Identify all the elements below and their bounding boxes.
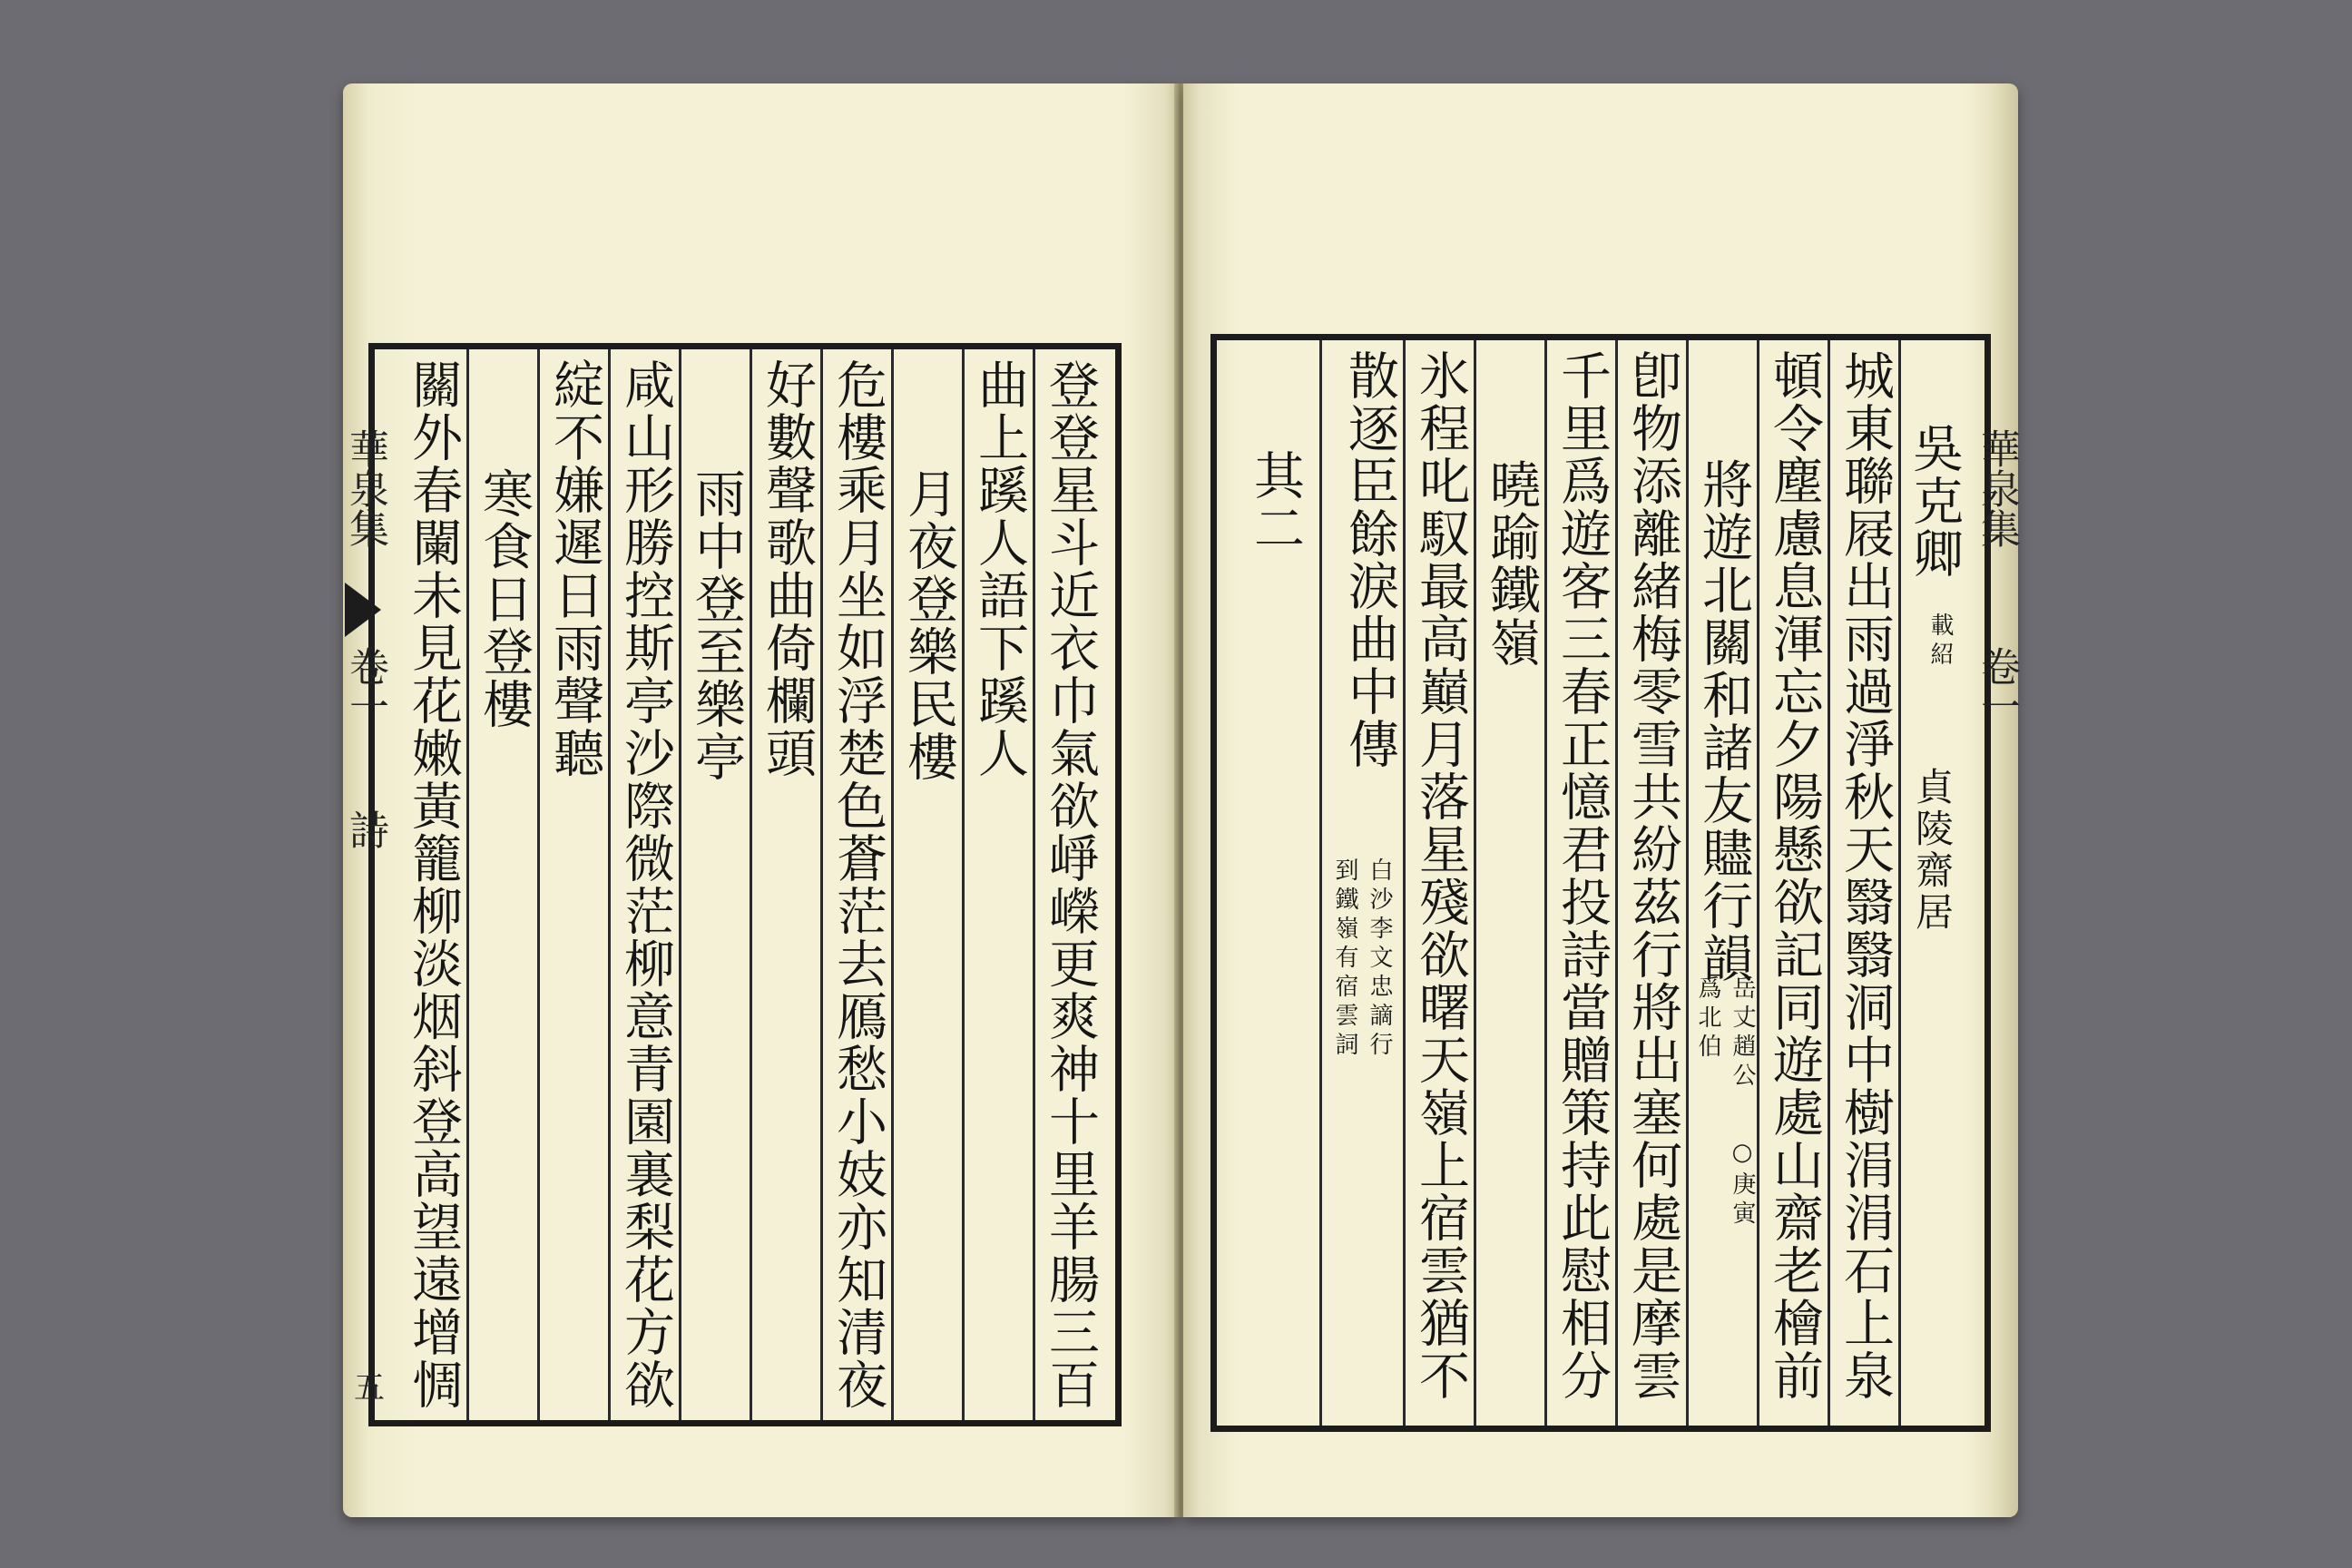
- text-column: 綻不嫌遲日雨聲聽: [545, 358, 604, 779]
- column-rule: [1898, 340, 1901, 1426]
- column-rule: [1686, 340, 1689, 1426]
- author-note: 載紹: [1926, 612, 1954, 671]
- column-rule: [1757, 340, 1759, 1426]
- poem-note: 白沙李文忠謫行: [1366, 858, 1393, 1061]
- text-column: 咸山形勝控斯亭沙際微茫柳意青園裏梨花方欲: [616, 358, 675, 1411]
- margin-section: 詩: [342, 809, 388, 849]
- poem-title: 其二: [1246, 449, 1305, 554]
- column-rule: [537, 349, 540, 1420]
- text-column: 好數聲歌曲倚欄頭: [758, 358, 817, 779]
- fishtail-mark: [345, 583, 381, 637]
- text-column: 卽物添離緒梅零雪共紛茲行將出塞何處是摩雲: [1623, 349, 1682, 1402]
- text-column: 危樓乘月坐如浮楚色蒼茫去鴈愁小妓亦知清夜: [828, 358, 887, 1411]
- column-rule: [1615, 340, 1618, 1426]
- column-rule: [962, 349, 965, 1420]
- poem-note: 岳丈趙公: [1729, 975, 1756, 1092]
- text-column: 頓令塵慮息渾忘夕陽懸欲記同遊處山齋老檜前: [1765, 349, 1824, 1402]
- poem-note: 爲北伯: [1694, 975, 1721, 1063]
- poem-title: 雨中登至樂亭: [687, 467, 746, 783]
- text-column: 氷程叱馭最高巔月落星殘欲曙天嶺上宿雲猶不: [1411, 349, 1470, 1402]
- margin-volume: 卷一: [1974, 646, 2020, 726]
- text-column: 千里爲遊客三春正憶君投詩當贈策持此慰相分: [1553, 349, 1612, 1402]
- poem-note: 到鐵嶺有宿雲詞: [1331, 858, 1358, 1061]
- column-rule: [1403, 340, 1406, 1426]
- author-studio: 貞陵齋居: [1910, 767, 1955, 934]
- right-page-frame: [1210, 334, 1991, 1432]
- column-rule: [891, 349, 894, 1420]
- column-rule: [1828, 340, 1830, 1426]
- poem-title: 將遊北關和諸友贐行韻: [1694, 458, 1753, 985]
- right-page: [1183, 83, 2018, 1517]
- column-rule: [1474, 340, 1476, 1426]
- column-rule: [1544, 340, 1547, 1426]
- text-column: 散逐臣餘淚曲中傳: [1340, 349, 1399, 770]
- column-rule: [750, 349, 752, 1420]
- margin-book-title: 華泉集: [1974, 428, 2020, 548]
- poem-title: 月夜登樂民樓: [899, 467, 958, 783]
- margin-book-title: 華泉集: [342, 428, 388, 548]
- column-rule: [1033, 349, 1035, 1420]
- left-page: [343, 83, 1178, 1517]
- poem-note: ○庚寅: [1729, 1139, 1756, 1230]
- author-name: 吳克卿: [1905, 422, 1964, 580]
- open-book: [343, 83, 2018, 1517]
- column-rule: [820, 349, 823, 1420]
- poem-title: 寒食日登樓: [475, 467, 534, 730]
- column-rule: [679, 349, 681, 1420]
- column-rule: [1319, 340, 1322, 1426]
- text-column: 城東聯屐出雨過淨秋天翳翳洞中樹涓涓石上泉: [1836, 349, 1895, 1402]
- text-column: 關外春闌未見花嫩黃籠柳淡烟斜登高望遠增惆: [404, 358, 463, 1411]
- margin-volume: 卷一: [342, 646, 388, 726]
- column-rule: [466, 349, 469, 1420]
- poem-title: 曉踰鐵嶺: [1482, 458, 1541, 669]
- column-rule: [608, 349, 611, 1420]
- text-column: 曲上蹊人語下蹊人: [970, 358, 1029, 779]
- page-number: 五: [354, 1370, 385, 1406]
- text-column: 登登星斗近衣巾氣欲崢嶸更爽神十里羊腸三百: [1041, 358, 1100, 1411]
- left-page-frame: [368, 343, 1122, 1426]
